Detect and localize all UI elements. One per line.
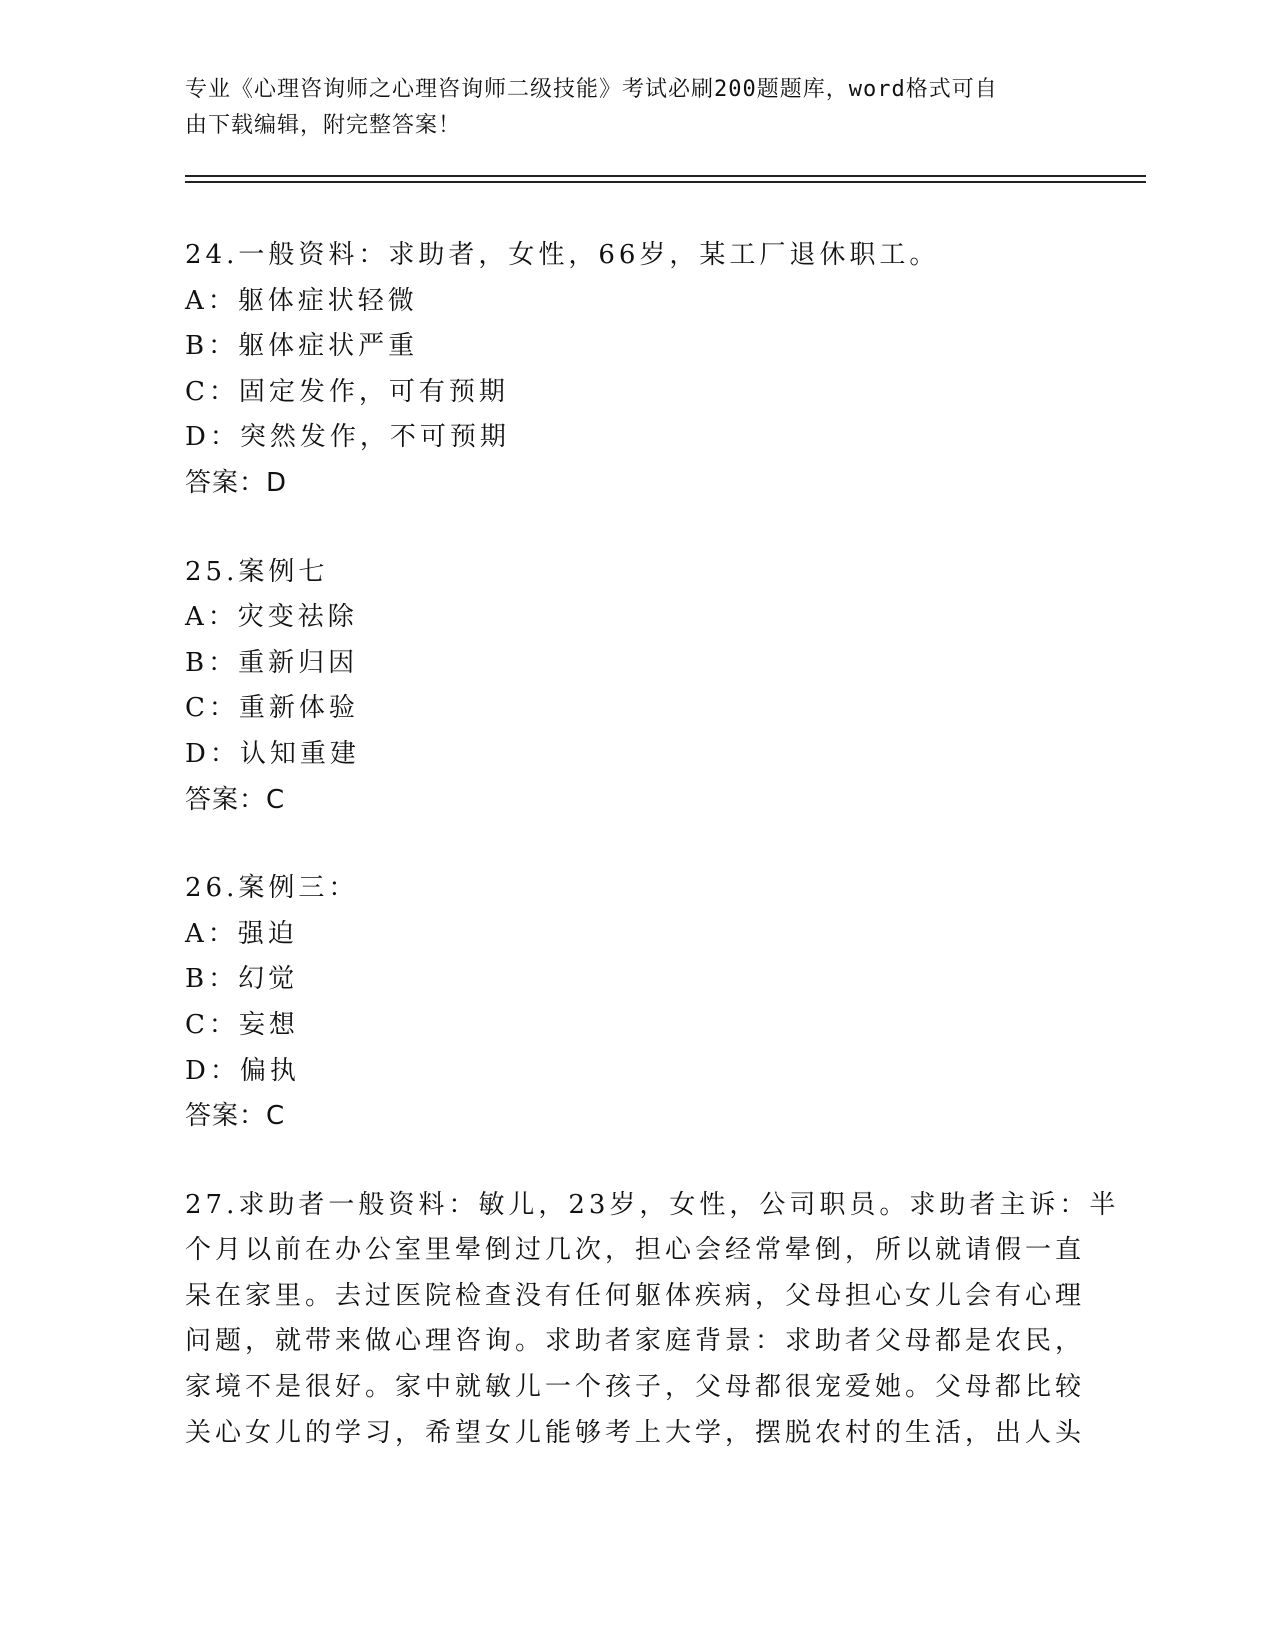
document-header	[185, 72, 1065, 144]
question-27	[185, 1183, 1120, 1457]
paragraph-line: 问题，就带来做心理咨询。求助者家庭背景：求助者父母都是农民，	[185, 1326, 1086, 1357]
question-26	[185, 866, 1085, 1140]
option-a: A：躯体症状轻微	[185, 285, 418, 316]
header-divider-bottom	[185, 181, 1146, 183]
header-line-1: 专业《心理咨询师之心理咨询师二级技能》考试必刷200题题库，word格式可自	[185, 77, 998, 102]
option-a: A：强迫	[185, 918, 298, 949]
answer-line: 答案：C	[185, 784, 286, 815]
paragraph-line: 家境不是很好。家中就敏儿一个孩子，父母都很宠爱她。父母都比较	[185, 1372, 1086, 1403]
question-stem: 26.案例三：	[185, 873, 359, 904]
answer-line: 答案：C	[185, 1101, 286, 1132]
paragraph-line: 关心女儿的学习，希望女儿能够考上大学，摆脱农村的生活，出人头	[185, 1417, 1086, 1448]
paragraph-line: 呆在家里。去过医院检查没有任何躯体疾病，父母担心女儿会有心理	[185, 1280, 1086, 1311]
option-c: C：固定发作，可有预期	[185, 376, 509, 407]
option-d: D：认知重建	[185, 738, 360, 769]
question-list	[185, 233, 1120, 1456]
paragraph-line: 27.求助者一般资料：敏儿，23岁，女性，公司职员。求助者主诉：半	[185, 1189, 1120, 1220]
option-b: B：幻觉	[185, 964, 299, 995]
answer-line: 答案：D	[185, 467, 288, 498]
option-c: C：妄想	[185, 1009, 299, 1040]
header-divider-top	[185, 175, 1146, 177]
option-d: D：偏执	[185, 1055, 300, 1086]
header-line-2: 由下载编辑，附完整答案！	[185, 113, 462, 138]
option-b: B：重新归因	[185, 647, 359, 678]
question-24	[185, 233, 1085, 507]
option-d: D：突然发作，不可预期	[185, 422, 510, 453]
option-b: B：躯体症状严重	[185, 331, 419, 362]
question-stem: 24.一般资料：求助者，女性，66岁，某工厂退休职工。	[185, 240, 940, 270]
question-stem: 25.案例七	[185, 556, 329, 587]
paragraph-line: 个月以前在办公室里晕倒过几次，担心会经常晕倒，所以就请假一直	[185, 1235, 1086, 1266]
question-25	[185, 550, 1085, 824]
option-c: C：重新体验	[185, 693, 359, 724]
option-a: A：灾变祛除	[185, 602, 358, 633]
